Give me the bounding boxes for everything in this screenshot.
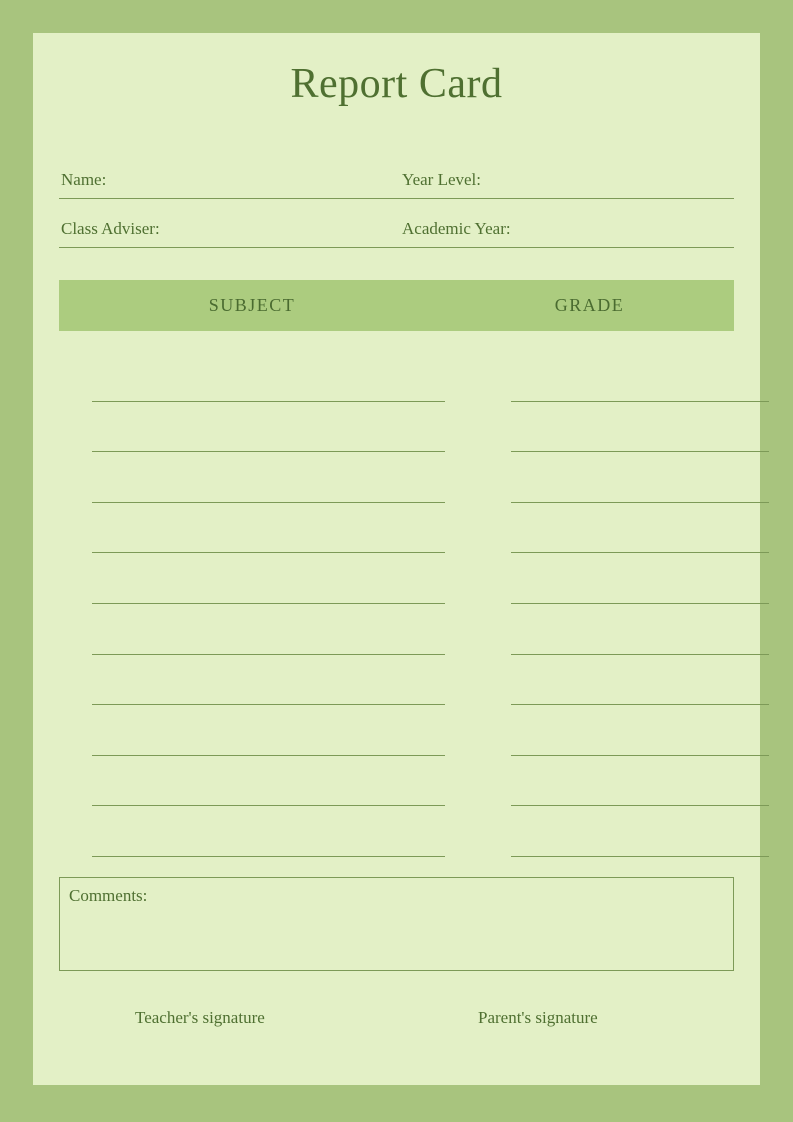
table-row bbox=[59, 553, 769, 604]
table-row bbox=[59, 756, 769, 807]
page-title: Report Card bbox=[290, 61, 503, 107]
table-row bbox=[59, 351, 769, 402]
name-field-label: Name: bbox=[61, 170, 107, 189]
info-fields bbox=[59, 150, 734, 248]
parent-signature-label: Parent's signature bbox=[478, 1008, 598, 1027]
grades-table-rows bbox=[59, 351, 769, 857]
year-level-field[interactable] bbox=[400, 165, 734, 199]
name-field[interactable] bbox=[59, 165, 400, 199]
comments-label: Comments: bbox=[69, 886, 148, 905]
class-adviser-field[interactable] bbox=[59, 214, 400, 248]
table-row bbox=[59, 503, 769, 554]
info-row-2 bbox=[59, 199, 734, 248]
column-header-subject: SUBJECT bbox=[208, 295, 296, 315]
table-row bbox=[59, 655, 769, 706]
academic-year-field-label: Academic Year: bbox=[402, 219, 511, 238]
academic-year-field[interactable] bbox=[400, 214, 734, 248]
table-row bbox=[59, 806, 769, 857]
table-row bbox=[59, 402, 769, 453]
table-row bbox=[59, 705, 769, 756]
year-level-field-label: Year Level: bbox=[402, 170, 481, 189]
class-adviser-field-label: Class Adviser: bbox=[61, 219, 160, 238]
grade-input[interactable] bbox=[511, 856, 769, 857]
table-row bbox=[59, 452, 769, 503]
teacher-signature-label: Teacher's signature bbox=[135, 1008, 265, 1027]
signature-section bbox=[59, 1008, 734, 1038]
info-row-1 bbox=[59, 150, 734, 199]
table-row bbox=[59, 604, 769, 655]
grades-table-header bbox=[59, 280, 734, 331]
comments-box[interactable] bbox=[59, 877, 734, 971]
column-header-grade: GRADE bbox=[554, 295, 625, 315]
subject-input[interactable] bbox=[92, 856, 445, 857]
report-card-page bbox=[33, 33, 760, 1085]
